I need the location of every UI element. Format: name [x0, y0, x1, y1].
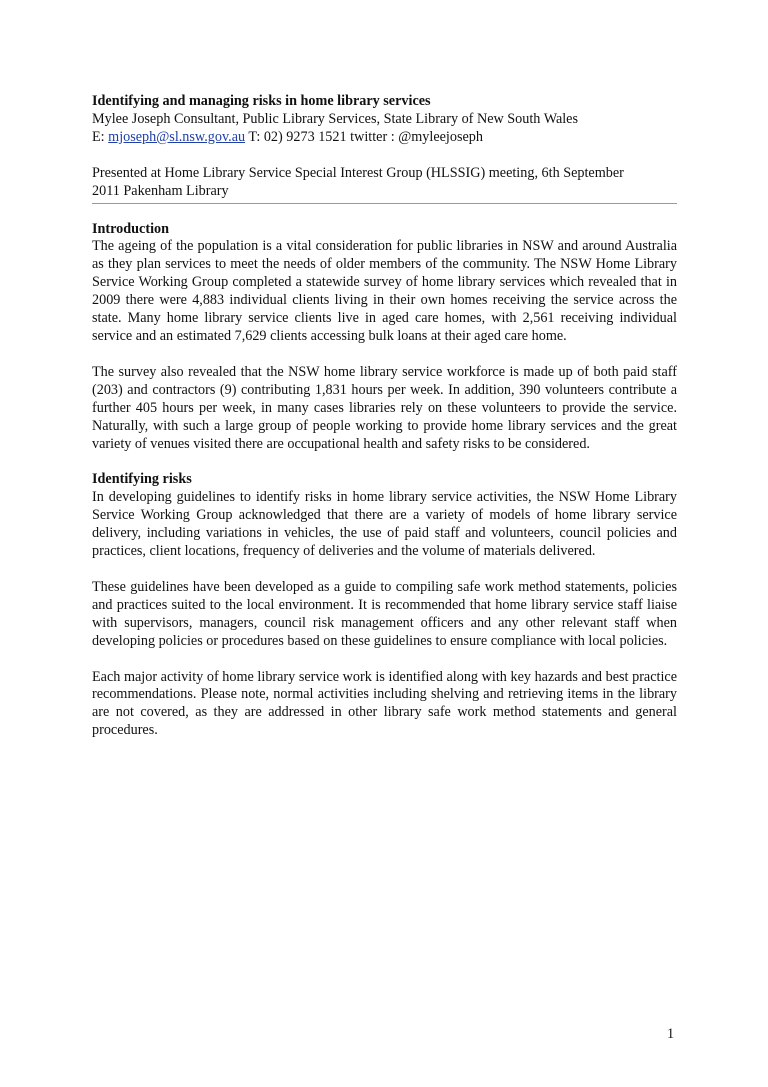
introduction-section: [92, 221, 677, 454]
introduction-paragraph-1: The ageing of the population is a vital consideration for public libraries in NSW and around Australia as they plan services to meet the needs of older members of the community. The NSW Home Library Service Working Group completed a statewide survey of home library services which revealed that in 2009 there were 4,883 individual clients living in their own homes receiving the service across the state. Many home library service clients live in aged care homes, with 2,561 receiving individual service and an estimated 7,629 clients accessing bulk loans at their aged care home.: [92, 238, 677, 344]
identifying-risks-heading: Identifying risks: [92, 471, 192, 488]
introduction-heading: Introduction: [92, 220, 169, 237]
contact-details: T: 02) 9273 1521 twitter : @myleejoseph: [245, 128, 483, 145]
document-title: Identifying and managing risks in home library services: [92, 93, 431, 109]
identifying-paragraph-2: These guidelines have been developed as a guide to compiling safe work method statements, policies and practices suited to the local environment. It is recommended that home library service staff liaise with supervisors, managers, council risk management officers and any other relevant staff when developing policies or procedures based on these guidelines to ensure compliance with local policies.: [92, 578, 677, 649]
email-link[interactable]: mjoseph@sl.nsw.gov.au: [108, 128, 246, 145]
identifying-risks-section: [92, 471, 677, 740]
presented-line-1: Presented at Home Library Service Special Interest Group (HLSSIG) meeting, 6th September: [92, 164, 624, 181]
identifying-paragraph-1: In developing guidelines to identify risks in home library service activities, the NSW Home Library Service Working Group acknowledged that there are a variety of models of home library service delivery, including variations in vehicles, the use of paid staff and volunteers, council policies and practices, client locations, frequency of deliveries and the volume of materials delivered.: [92, 489, 677, 560]
introduction-paragraph-2: The survey also revealed that the NSW home library service workforce is made up of both paid staff (203) and contractors (9) contributing 1,831 hours per week. In addition, 390 volunteers contribute a further 405 hours per week, in many cases libraries rely on these volunteers to provide the service. Naturally, with such a large group of people working to provide home library services and the great variety of venues visited there are occupational health and safety risks to be considered.: [92, 363, 677, 452]
contact-line: [92, 129, 677, 147]
identifying-paragraph-3: Each major activity of home library service work is identified along with key hazards and best practice recommendations. Please note, normal activities including shelving and retrieving items in the library are not covered, as they are addressed in other library safe work method statements and general procedures.: [92, 668, 677, 739]
document-page: [92, 93, 677, 740]
author-line: Mylee Joseph Consultant, Public Library Services, State Library of New South Wales: [92, 110, 579, 127]
presentation-note: [92, 165, 677, 201]
presented-line-2: 2011 Pakenham Library: [92, 182, 229, 199]
email-prefix: E:: [92, 128, 109, 145]
header-divider: [92, 203, 677, 204]
page-number: 1: [667, 1026, 675, 1042]
